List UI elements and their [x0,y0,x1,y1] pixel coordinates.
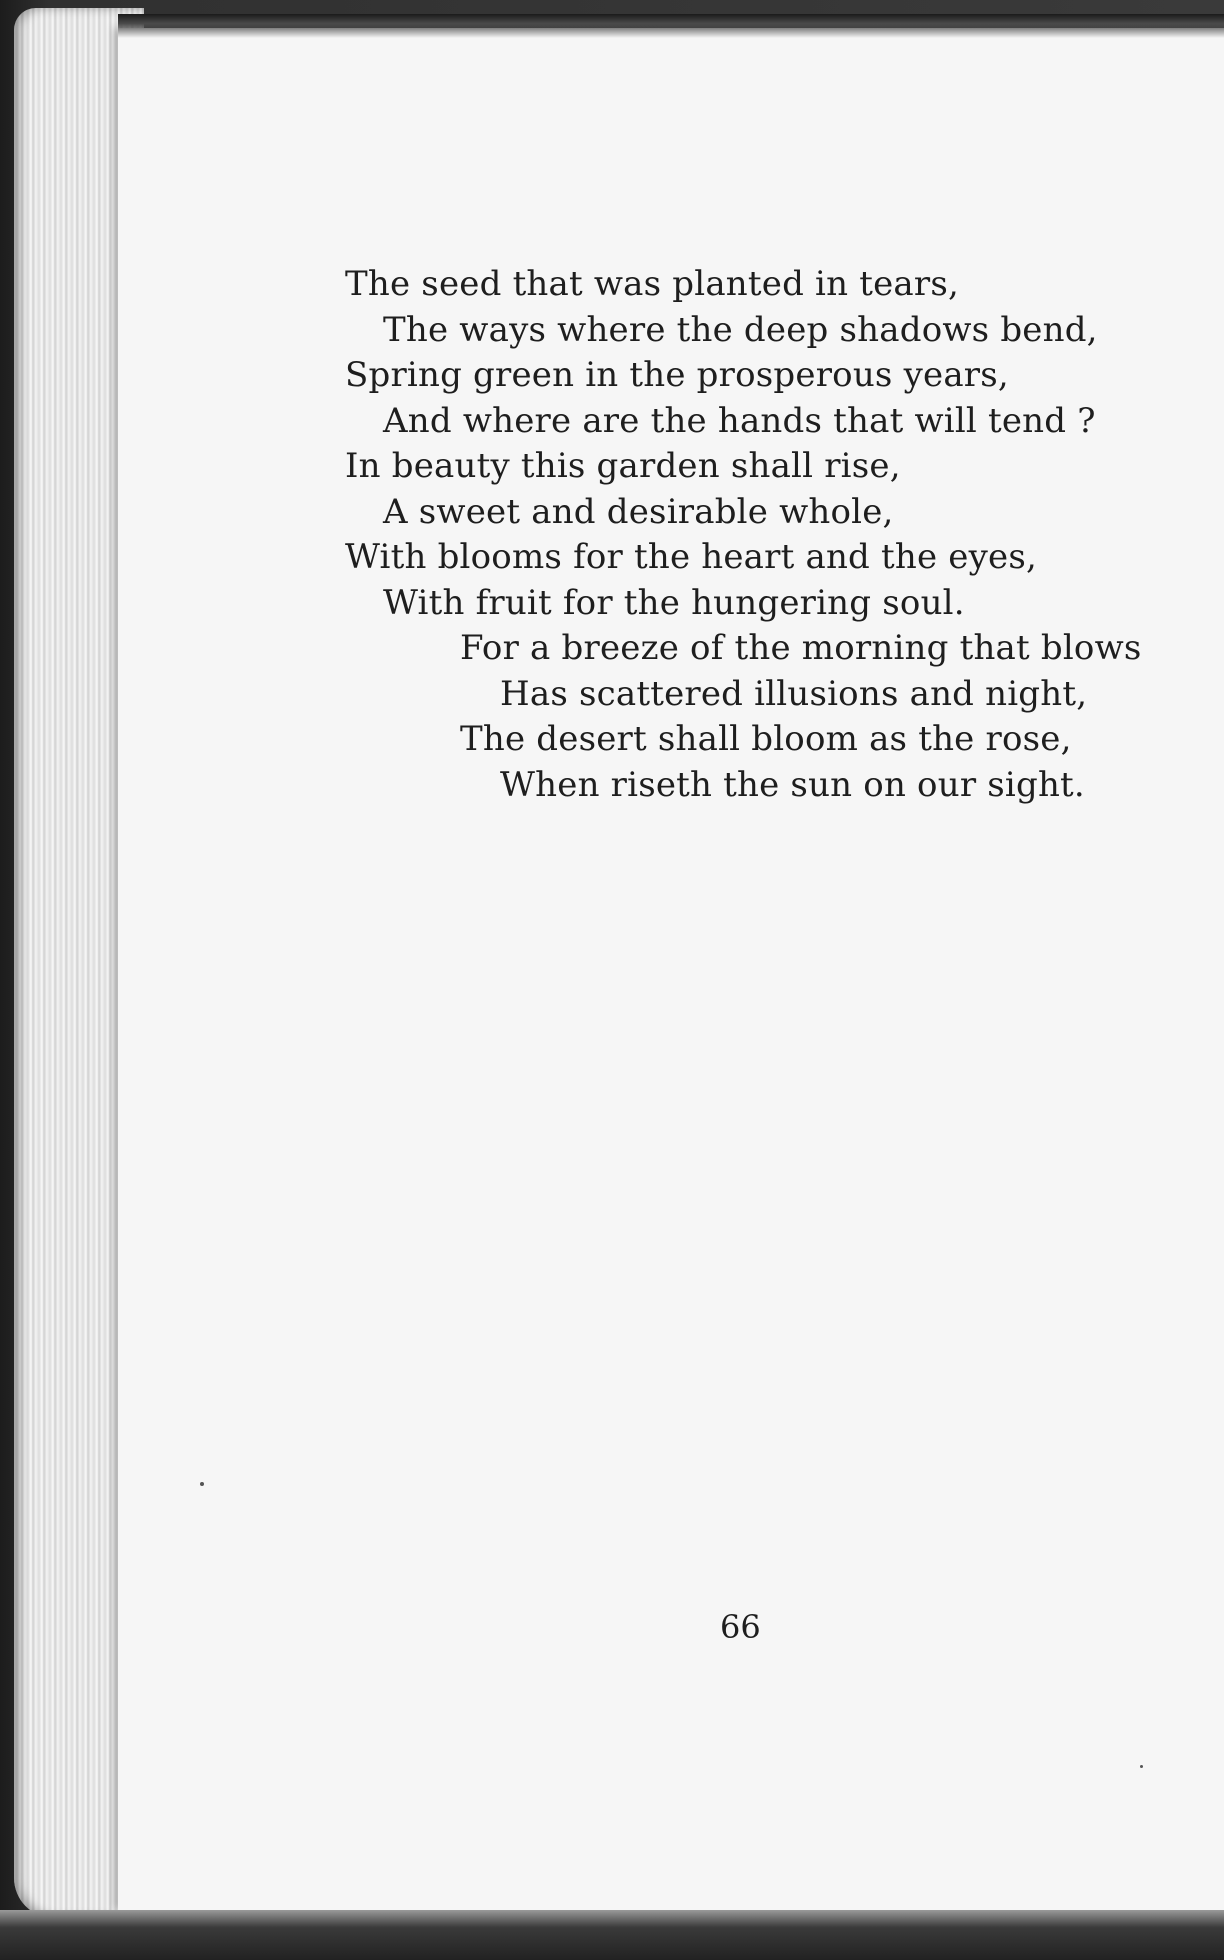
poem-line: A sweet and desirable whole, [383,491,894,532]
poem-line: Spring green in the prosperous years, [345,355,1009,395]
poem-line: With fruit for the hungering soul. [383,582,965,623]
paper-speck [1140,1765,1143,1768]
poem-line: The desert shall bloom as the rose, [460,719,1072,759]
poem-line: The seed that was planted in tears, [345,264,960,304]
page-number: 66 [720,1608,761,1646]
poem-line: The ways where the deep shadows bend, [383,309,1098,350]
poem-line: When riseth the sun on our sight. [500,764,1085,805]
paper-speck [200,1482,204,1486]
poem-line: For a breeze of the morning that blows [460,628,1142,668]
poem-stanza [345,262,1205,808]
page-top-shadow [118,14,1224,38]
poem-line: And where are the hands that will tend ? [383,400,1096,441]
poem-line: With blooms for the heart and the eyes, [345,537,1038,577]
bottom-shadow [0,1910,1224,1960]
poem-line: In beauty this garden shall rise, [345,446,901,486]
poem-line: Has scattered illusions and night, [500,673,1088,714]
